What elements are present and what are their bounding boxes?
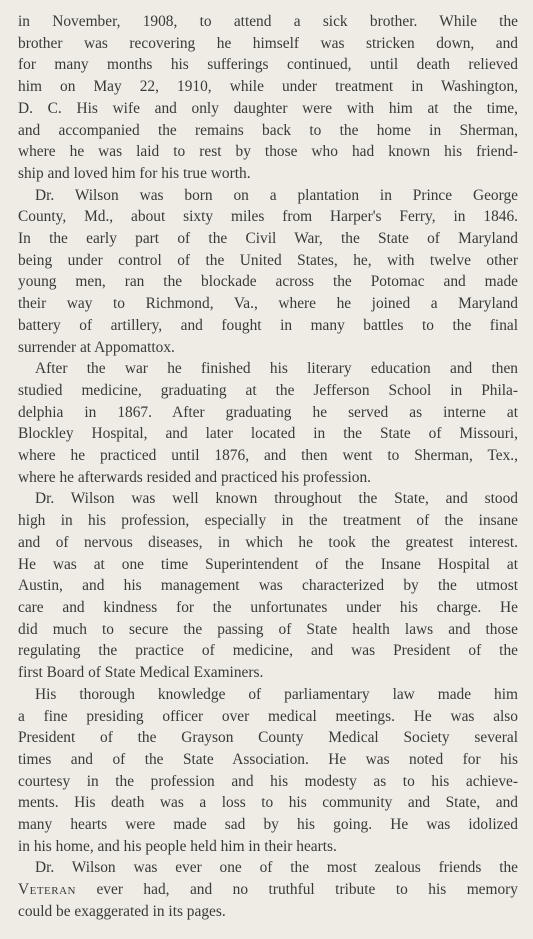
text-line: President of the Grayson County Medical Society several — [18, 729, 518, 747]
text-line: Dr. Wilson was born on a plantation in Prince George — [35, 186, 518, 204]
paragraph — [18, 488, 518, 683]
text-line: first Board of State Medical Examiners. — [18, 664, 264, 682]
paragraph — [18, 185, 518, 359]
text-line: in November, 1908, to attend a sick brother. While the — [18, 13, 518, 30]
text-line: Austin, and his management was characterized by the utmost — [18, 577, 518, 595]
paragraph — [18, 11, 518, 185]
article-body — [18, 11, 518, 923]
text-line: where he was laid to rest by those who had known his friend- — [18, 143, 518, 161]
text-line: did much to secure the passing of State health laws and those — [18, 620, 518, 638]
text-line: where he practiced until 1876, and then went to Sherman, Tex., — [18, 447, 518, 465]
text-line: regulating the practice of medicine, and was President of the — [18, 642, 518, 660]
text-line: times and of the State Association. He was noted for his — [18, 750, 518, 768]
text-line: He was at one time Superintendent of the Insane Hospital at — [18, 555, 518, 573]
text-line: high in his profession, especially in the treatment of the insane — [18, 512, 518, 530]
text-line: studied medicine, graduating at the Jefferson School in Phila- — [18, 381, 518, 399]
text-line: care and kindness for the unfortunates under his charge. He — [18, 598, 518, 616]
text-line: ship and loved him for his true worth. — [18, 164, 251, 182]
text-line: delphia in 1867. After graduating he served as interne at — [18, 403, 518, 421]
text-line: in his home, and his people held him in their hearts. — [18, 837, 337, 855]
text-line: young men, ran the blockade across the Potomac and made — [18, 273, 518, 291]
text-line: many hearts were made sad by his going. He was idolized — [18, 816, 518, 834]
text-line: Blockley Hospital, and later located in the State of Missouri, — [18, 425, 518, 443]
text-line: being under control of the United States, he, with twelve other — [18, 251, 518, 269]
text-line: courtesy in the profession and his modesty as to his achieve- — [18, 772, 518, 790]
text-line: a fine presiding officer over medical meetings. He was also — [18, 707, 518, 725]
text-line: battery of artillery, and fought in many battles to the final — [18, 316, 518, 334]
text-line: him on May 22, 1910, while under treatment in Washington, — [18, 78, 518, 96]
text-line: where he afterwards resided and practiced his profession. — [18, 468, 371, 486]
text-line: Dr. Wilson was well known throughout the State, and stood — [35, 490, 518, 508]
text-line: and of nervous diseases, in which he took the greatest interest. — [18, 533, 518, 551]
text-line: ments. His death was a loss to his community and State, and — [18, 794, 518, 812]
paragraph — [18, 684, 518, 858]
text-line: for many months his sufferings continued, until death relieved — [18, 56, 518, 74]
text-line: and accompanied the remains back to the home in Sherman, — [18, 121, 518, 139]
text-line: D. C. His wife and only daughter were with him at the time, — [18, 99, 518, 117]
text-line: brother was recovering he himself was stricken down, and — [18, 34, 518, 52]
text-line: surrender at Appomattox. — [18, 338, 175, 356]
text-line: Dr. Wilson was ever one of the most zealous friends the — [35, 859, 518, 877]
text-line: In the early part of the Civil War, the State of Maryland — [18, 230, 518, 248]
text-line: County, Md., about sixty miles from Harper's Ferry, in 1846. — [18, 208, 518, 226]
text-line: His thorough knowledge of parliamentary law made him — [35, 685, 518, 703]
text-line: could be exaggerated in its pages. — [18, 902, 226, 920]
paragraph — [18, 358, 518, 488]
text-line: After the war he finished his literary education and then — [35, 360, 518, 378]
publication-name: Veteran — [18, 881, 76, 899]
text-line: Veteran ever had, and no truthful tribute to his memory — [18, 881, 518, 899]
text-line: their way to Richmond, Va., where he joined a Maryland — [18, 295, 518, 313]
paragraph — [18, 857, 518, 922]
